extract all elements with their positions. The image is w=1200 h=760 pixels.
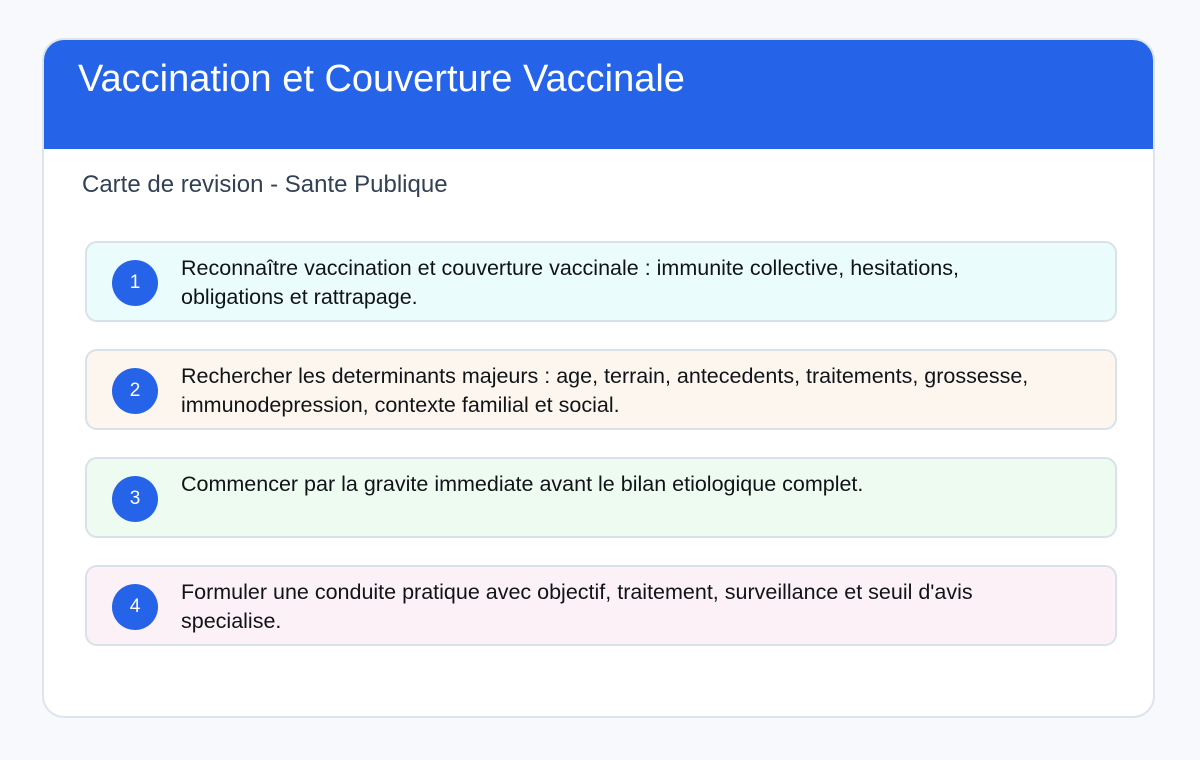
point-number-badge: 4 xyxy=(112,584,158,630)
point-number-badge: 1 xyxy=(112,260,158,306)
point-text: Reconnaître vaccination et couverture vaccinale : immunite collective, hesitations, obligations et rattrapage. xyxy=(181,256,959,309)
key-point-4 xyxy=(85,565,1117,646)
key-point-2 xyxy=(85,349,1117,430)
card-subtitle: Carte de revision - Sante Publique xyxy=(82,171,448,198)
point-text: Formuler une conduite pratique avec objectif, traitement, surveillance et seuil d'avis specialise. xyxy=(181,580,973,633)
revision-card xyxy=(42,38,1155,718)
key-point-1 xyxy=(85,241,1117,322)
key-point-3 xyxy=(85,457,1117,538)
point-text: Commencer par la gravite immediate avant le bilan etiologique complet. xyxy=(181,472,864,496)
point-number-badge: 3 xyxy=(112,476,158,522)
card-header xyxy=(42,38,1155,149)
card-title: Vaccination et Couverture Vaccinale xyxy=(78,58,685,100)
key-points-list xyxy=(85,241,1117,673)
point-number-badge: 2 xyxy=(112,368,158,414)
point-text: Rechercher les determinants majeurs : age, terrain, antecedents, traitements, grossesse, immunodepression, contexte familial et social. xyxy=(181,364,1029,417)
